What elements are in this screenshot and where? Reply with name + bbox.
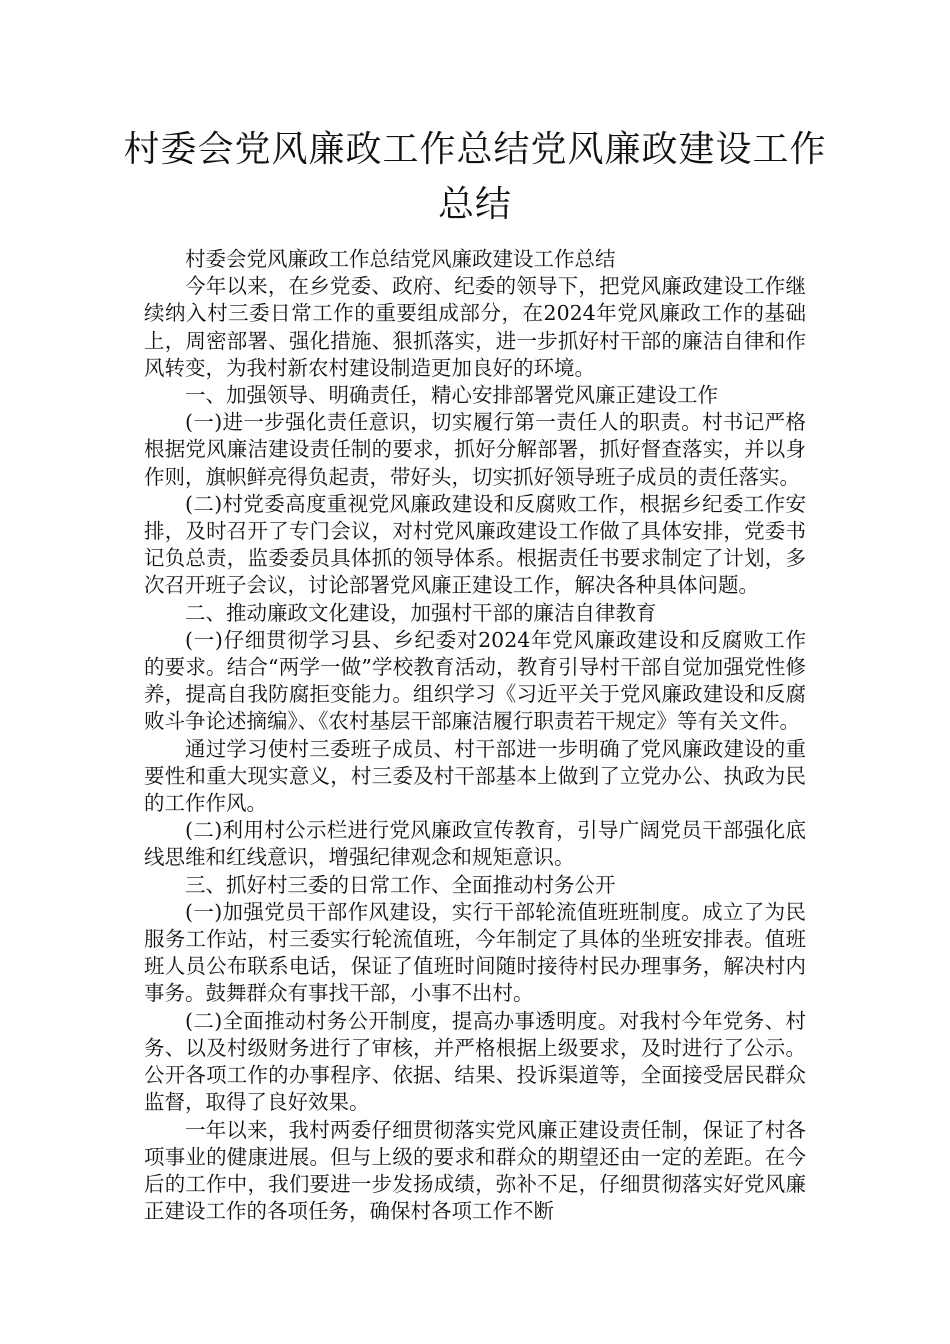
- paragraph: 一年以来，我村两委仔细贯彻落实党风廉正建设责任制，保证了村各项事业的健康进展。但与上级的要求和群众的期望还由一定的差距。在今后的工作中，我们要进一步发扬成绩，弥补不足，仔细贯彻落实好党风廉正建设工作的各项任务，确保村各项工作不断: [144, 1117, 806, 1224]
- paragraph: 村委会党风廉政工作总结党风廉政建设工作总结: [185, 247, 616, 271]
- paragraph: (一)进一步强化责任意识，切实履行第一责任人的职责。村书记严格根据党风廉洁建设责任制的要求，抓好分解部署，抓好督查落实，并以身作则，旗帜鲜亮得负起责，带好头，切实抓好领导班子成员的责任落实。: [144, 410, 806, 489]
- paragraph: (一)仔细贯彻学习县、乡纪委对2024年党风廉政建设和反腐败工作的要求。结合“两学一做”学校教育活动，教育引导村干部自觉加强党性修养，提高自我防腐拒变能力。组织学习《习近平关于党风廉政建设和反腐败斗争论述摘编》、《农村基层干部廉洁履行职责若干规定》等有关文件。: [144, 627, 806, 734]
- section-heading: 二、推动廉政文化建设，加强村干部的廉洁自律教育: [185, 600, 657, 625]
- paragraph: 今年以来，在乡党委、政府、纪委的领导下，把党风廉政建设工作继续纳入村三委日常工作的重要组成部分，在2024年党风廉政工作的基础上，周密部署、强化措施、狠抓落实，进一步抓好村干部的廉洁自律和作风转变，为我村新农村建设制造更加良好的环境。: [144, 274, 806, 380]
- document-body: [144, 246, 806, 1225]
- paragraph: (一)加强党员干部作风建设，实行干部轮流值班班制度。成立了为民服务工作站，村三委实行轮流值班，今年制定了具体的坐班安排表。值班班人员公布联系电话，保证了值班时间随时接待村民办理事务，解决村内事务。鼓舞群众有事找干部，小事不出村。: [144, 899, 806, 1006]
- paragraph: 通过学习使村三委班子成员、村干部进一步明确了党风廉政建设的重要性和重大现实意义，村三委及村干部基本上做到了立党办公、执政为民的工作作风。: [144, 736, 806, 816]
- paragraph: (二)村党委高度重视党风廉政建设和反腐败工作，根据乡纪委工作安排，及时召开了专门会议，对村党风廉政建设工作做了具体安排，党委书记负总责，监委委员具体抓的领导体系。根据责任书要求制定了计划，多次召开班子会议，讨论部署党风廉正建设工作，解决各种具体问题。: [144, 491, 806, 598]
- document-title: 村委会党风廉政工作总结党风廉政建设工作总结: [123, 129, 827, 225]
- paragraph: (二)利用村公示栏进行党风廉政宣传教育，引导广阔党员干部强化底线思维和红线意识，增强纪律观念和规矩意识。: [144, 818, 806, 870]
- paragraph: (二)全面推动村务公开制度，提高办事透明度。对我村今年党务、村务、以及村级财务进行了审核，并严格根据上级要求，及时进行了公示。公开各项工作的办事程序、依据、结果、投诉渠道等，全面接受居民群众监督，取得了良好效果。: [144, 1008, 806, 1115]
- section-heading: 三、抓好村三委的日常工作、全面推动村务公开: [185, 872, 616, 897]
- section-heading: 一、加强领导、明确责任，精心安排部署党风廉正建设工作: [185, 383, 718, 408]
